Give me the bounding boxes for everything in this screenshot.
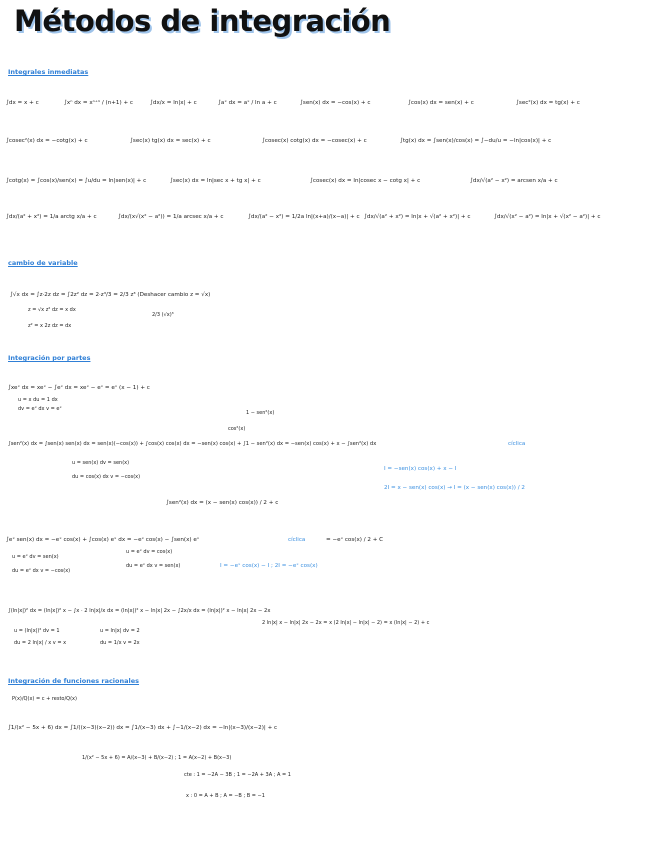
formula: ∫(ln|x|)² dx = (ln|x|)² x − ∫x · 2 ln|x|/x dx = (ln|x|)² x − ln|x| 2x − ∫2x/x dx = (ln|x|)² x − ln|x| 2x − 2x [8, 608, 271, 614]
parts-assignment: u = ln|x| dv = 2 [100, 628, 140, 634]
parts-assignment: du = 2 ln|x| / x v = x [14, 640, 67, 646]
parts-assignment: dv = eˣ dx v = eˣ [18, 406, 62, 412]
section-heading-racionales: Integración de funciones racionales [8, 677, 140, 685]
formula: ∫√x dx = ∫z·2z dz = ∫2z² dz = 2·z³/3 = 2/3 z³ (Deshacer cambio z = √x) [10, 292, 211, 298]
formula: ∫cosec(x) cotg(x) dx = −cosec(x) + c [262, 138, 367, 144]
formula: ∫dx = x + c [6, 100, 39, 106]
formula: ∫eˣ sen(x) dx = −eˣ cos(x) + ∫cos(x) eˣ dx = −eˣ cos(x) − ∫sen(x) eˣ [6, 537, 200, 543]
formula: ∫dx/x = ln|x| + c [150, 100, 197, 106]
formula: ∫cotg(x) = ∫cos(x)/sen(x) = ∫u/du = ln|sen(x)| + c [6, 178, 147, 184]
formula: I = −sen(x) cos(x) + x − I [384, 466, 457, 472]
formula: P(x)/Q(x) = c + resto/Q(x) [12, 696, 77, 702]
substitution-note: z = √x z² dz = x dx [28, 307, 76, 313]
formula: ∫sec²(x) dx = tg(x) + c [516, 100, 580, 106]
formula: cte : 1 = −2A − 3B ; 1 = −2A + 3A ; A = 1 [184, 772, 291, 778]
formula: ∫sen(x) dx = −cos(x) + c [300, 100, 371, 106]
parts-assignment: u = sen(x) dv = sen(x) [72, 460, 130, 466]
formula: ∫dx/√(a² − x²) = arcsen x/a + c [470, 178, 558, 184]
formula: ∫dx/(a² − x²) = 1/2a ln|(x+a)/(x−a)| + c [248, 214, 360, 220]
annotation: 1 − sen²(x) [246, 410, 275, 416]
parts-assignment: du = 1/x v = 2x [100, 640, 140, 646]
formula: ∫aˣ dx = aˣ / ln a + c [218, 100, 277, 106]
formula: ∫dx/(x√(x² − a²)) = 1/a arcsec x/a + c [118, 214, 224, 220]
formula: 2 ln|x| x − ln|x| 2x − 2x = x (2 ln|x| − ln|x| − 2) = x (ln|x| − 2) + c [262, 620, 430, 626]
page-title: Métodos de integración [14, 4, 391, 38]
parts-assignment: du = eˣ dx v = −cos(x) [12, 568, 71, 574]
formula: ∫sec(x) tg(x) dx = sec(x) + c [130, 138, 211, 144]
parts-assignment: u = eˣ dv = sen(x) [12, 554, 59, 560]
formula: ∫sec(x) dx = ln|sec x + tg x| + c [170, 178, 261, 184]
formula: ∫cosec²(x) dx = −cotg(x) + c [6, 138, 88, 144]
formula: 1/(x² − 5x + 6) = A/(x−3) + B/(x−2) ; 1 = A(x−2) + B(x−3) [82, 755, 232, 761]
annotation: cos²(x) [228, 426, 246, 432]
formula-result: = −eˣ cos(x) / 2 + C [326, 537, 384, 543]
formula: ∫xeˣ dx = xeˣ − ∫eˣ dx = xeˣ − eˣ = eˣ (x − 1) + c [8, 385, 150, 391]
parts-assignment: du = cos(x) dx v = −cos(x) [72, 474, 141, 480]
substitution-note: z² = x 2z dz = dx [28, 323, 72, 329]
formula: ∫dx/√(a² + x²) = ln|x + √(a² + x²)| + c [364, 214, 471, 220]
cyclic-label: cíclica [508, 441, 526, 447]
section-heading-cambio: cambio de variable [8, 259, 78, 267]
formula: ∫1/(x² − 5x + 6) dx = ∫1/((x−3)(x−2)) dx = ∫1/(x−3) dx + ∫−1/(x−2) dx = −ln|(x−3)/(x−2)| + c [8, 725, 278, 731]
section-heading-partes: Integración por partes [8, 354, 91, 362]
formula-result: ∫sen²(x) dx = (x − sen(x) cos(x)) / 2 + c [166, 500, 279, 506]
parts-assignment: du = eˣ dx v = sen(x) [126, 563, 181, 569]
formula: ∫cosec(x) dx = ln|cosec x − cotg x| + c [310, 178, 421, 184]
parts-assignment: u = x du = 1 dx [18, 397, 58, 403]
formula: ∫sen²(x) dx = ∫sen(x) sen(x) dx = sen(x)(−cos(x)) + ∫cos(x) cos(x) dx = −sen(x) cos(x) + ∫1 − sen²(x) dx = −sen(x) cos(x) + x − ∫sen²(x) dx [8, 441, 377, 447]
formula: 2/3 (√x)³ [152, 312, 174, 318]
parts-assignment: u = eˣ dv = cos(x) [126, 549, 173, 555]
parts-assignment: u = (ln|x|)² dv = 1 [14, 628, 60, 634]
section-heading-inmediatas: Integrales inmediatas [8, 68, 89, 76]
formula: x : 0 = A + B ; A = −B ; B = −1 [186, 793, 265, 799]
formula: ∫cos(x) dx = sen(x) + c [408, 100, 474, 106]
formula: I = −eˣ cos(x) − I ; 2I = −eˣ cos(x) [220, 563, 318, 569]
cyclic-label: cíclica [288, 537, 306, 543]
formula: 2I = x − sen(x) cos(x) → I = (x − sen(x) cos(x)) / 2 [384, 485, 525, 491]
formula: ∫tg(x) dx = ∫sen(x)/cos(x) = ∫−du/u = −ln|cos(x)| + c [400, 138, 552, 144]
formula: ∫dx/√(x² − a²) = ln|x + √(x² − a²)| + c [494, 214, 601, 220]
formula: ∫dx/(a² + x²) = 1/a arctg x/a + c [6, 214, 97, 220]
formula: ∫xⁿ dx = xⁿ⁺¹ / (n+1) + c [64, 100, 133, 106]
